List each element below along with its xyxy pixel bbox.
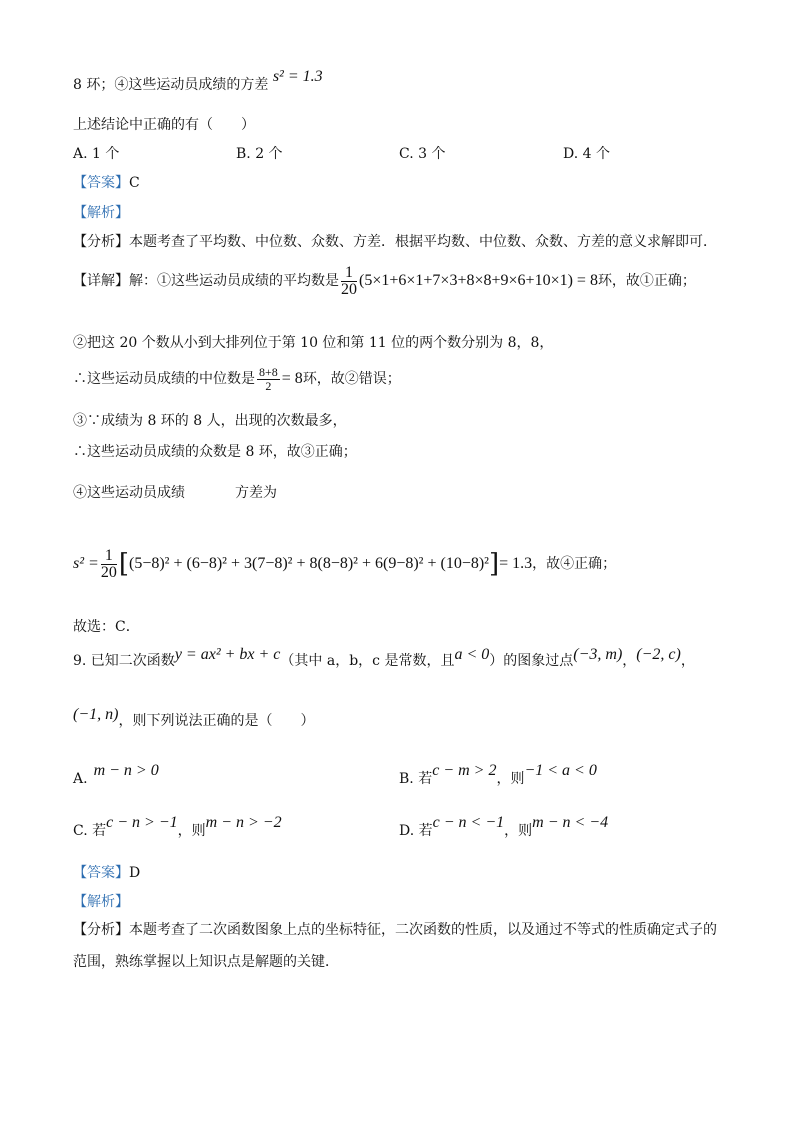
q8-median-den: 2 (265, 378, 272, 393)
q8-step2: ②把这 20 个数从小到大排列位于第 10 位和第 11 位的两个数分别为 8，8， (73, 335, 554, 351)
q8-variance-formula: s² = 1.3 (272, 68, 323, 85)
q9-optB-mid: ，则 (496, 771, 525, 787)
q9-stem: 9. 已知二次函数y = ax² + bx + c（其中 a，b，c 是常数，且a < 0）的图象过点(−3, m)，(−2, c)， (73, 646, 695, 669)
q8-answer-line (73, 174, 140, 192)
q8-xiangjie-post: 环，故①正确； (597, 273, 696, 289)
q8-mean-frac-den: 20 (341, 280, 357, 298)
q8-option-d: D. 4 个 (563, 146, 610, 162)
q9-fenxi-line2: 范围，熟练掌握以上知识点是解题的关键． (73, 954, 339, 970)
q9-fenxi-1: 本题考查了二次函数图象上点的坐标特征，二次函数的性质，以及通过不等式的性质确定式子的 (129, 922, 717, 938)
q9-optA-label: A. (73, 771, 88, 787)
q8-mean-frac-num: 1 (341, 265, 357, 282)
q8-step4: ③∵成绩为 8 环的 8 人，出现的次数最多， (73, 413, 347, 429)
q8-fenxi (73, 233, 717, 251)
q8-choose: 故选：C． (73, 619, 140, 635)
q8-option-a: A. 1 个 (73, 146, 120, 162)
q8-median-fraction (257, 366, 280, 393)
q9-optA-math: m − n > 0 (93, 762, 159, 779)
q8-step3-pre: ∴这些运动员成绩的中位数是 (73, 371, 255, 387)
q9-func: y = ax² + bx + c (174, 646, 281, 663)
q8-step6-a: ④这些运动员成绩 (73, 485, 185, 501)
q9-optC-label: C. 若 (73, 823, 107, 839)
q9-analysis-tag: 【解析】 (73, 894, 129, 910)
q8-xiangjie (73, 264, 696, 298)
q9-fenxi-line1 (73, 921, 717, 939)
q9-optB-m1: c − m > 2 (432, 762, 497, 779)
q8-analysis-tag: 【解析】 (73, 205, 129, 221)
q8-xiangjie-tag: 【详解】 (73, 273, 129, 289)
q8-answer-tag: 【答案】 (73, 175, 129, 191)
q9-answer-line (73, 864, 140, 882)
q8-option-b: B. 2 个 (236, 146, 283, 162)
q8-fenxi-tag: 【分析】 (73, 234, 129, 250)
q9-option-c (73, 814, 282, 840)
q8-line1-text: 8 环；④这些运动员成绩的方差 (73, 77, 269, 93)
q8-mean-fraction (341, 265, 357, 298)
q8-step5: ∴这些运动员成绩的众数是 8 环，故③正确； (73, 444, 357, 460)
q8-var-lhs: s² = (73, 555, 99, 572)
q9-optB-m2: −1 < a < 0 (524, 762, 597, 779)
q8-mean-expr: (5×1+6×1+7×3+8×8+9×6+10×1) = 8 (359, 272, 598, 289)
q9-point-1: (−3, m) (573, 646, 623, 663)
q9-optC-m1: c − n > −1 (106, 814, 178, 831)
q8-step3-post: 环，故②错误； (302, 371, 401, 387)
q8-step6-b: 方差为 (235, 485, 277, 501)
q9-optB-label: B. 若 (399, 771, 433, 787)
q8-xiangjie-pre: 解：①这些运动员成绩的平均数是 (129, 273, 339, 289)
q9-answer: D (129, 865, 141, 881)
q9-point-2: (−2, c) (636, 646, 681, 663)
q9-stem-c: ）的图象过点 (489, 653, 574, 669)
q9-optD-m2: m − n < −4 (532, 814, 609, 831)
q8-line1 (73, 68, 323, 94)
q9-fenxi-tag: 【分析】 (73, 922, 129, 938)
q9-answer-tag: 【答案】 (73, 865, 129, 881)
q8-median-num: 8+8 (259, 364, 278, 379)
q8-prompt: 上述结论中正确的有（ ） (73, 117, 255, 133)
left-bracket-icon: [ (118, 549, 129, 579)
q8-step3 (73, 362, 401, 396)
q9-option-d (399, 814, 609, 840)
right-bracket-icon: ] (488, 549, 500, 579)
q9-option-a (73, 762, 159, 788)
q9-option-b (399, 762, 597, 788)
q9-stem-b: （其中 a，b，c 是常数，且 (280, 653, 455, 669)
q8-var-den: 20 (100, 563, 117, 581)
q9-optC-m2: m − n > −2 (205, 814, 282, 831)
q9-optD-m1: c − n < −1 (432, 814, 505, 831)
q8-median-eq: = 8 (281, 370, 303, 387)
q8-var-num: 1 (101, 548, 117, 565)
q8-answer: C (129, 175, 140, 191)
q9-stem-a: 9. 已知二次函数 (73, 653, 175, 669)
q9-optC-mid: ，则 (177, 823, 206, 839)
q8-fenxi-text: 本题考查了平均数、中位数、众数、方差．根据平均数、中位数、众数、方差的意义求解即可． (129, 234, 717, 250)
q8-var-body: (5−8)² + (6−8)² + 3(7−8)² + 8(8−8)² + 6(9−8)² + (10−8)² (128, 555, 489, 572)
q8-var-rhs: = 1.3 (499, 555, 533, 572)
q8-var-post: ，故④正确； (532, 556, 617, 572)
q9-cond: a < 0 (454, 646, 490, 663)
q9-optD-label: D. 若 (399, 823, 433, 839)
q8-option-c: C. 3 个 (399, 146, 446, 162)
q9-optD-mid: ，则 (504, 823, 533, 839)
q8-variance-equation (73, 546, 616, 582)
q9-point-3: (−1, n) (73, 706, 119, 723)
q9-stem-line2 (73, 706, 315, 730)
q8-step6 (73, 484, 277, 502)
q9-stem-d: ，则下列说法正确的是（ ） (118, 713, 315, 729)
q8-var-fraction (101, 548, 117, 581)
